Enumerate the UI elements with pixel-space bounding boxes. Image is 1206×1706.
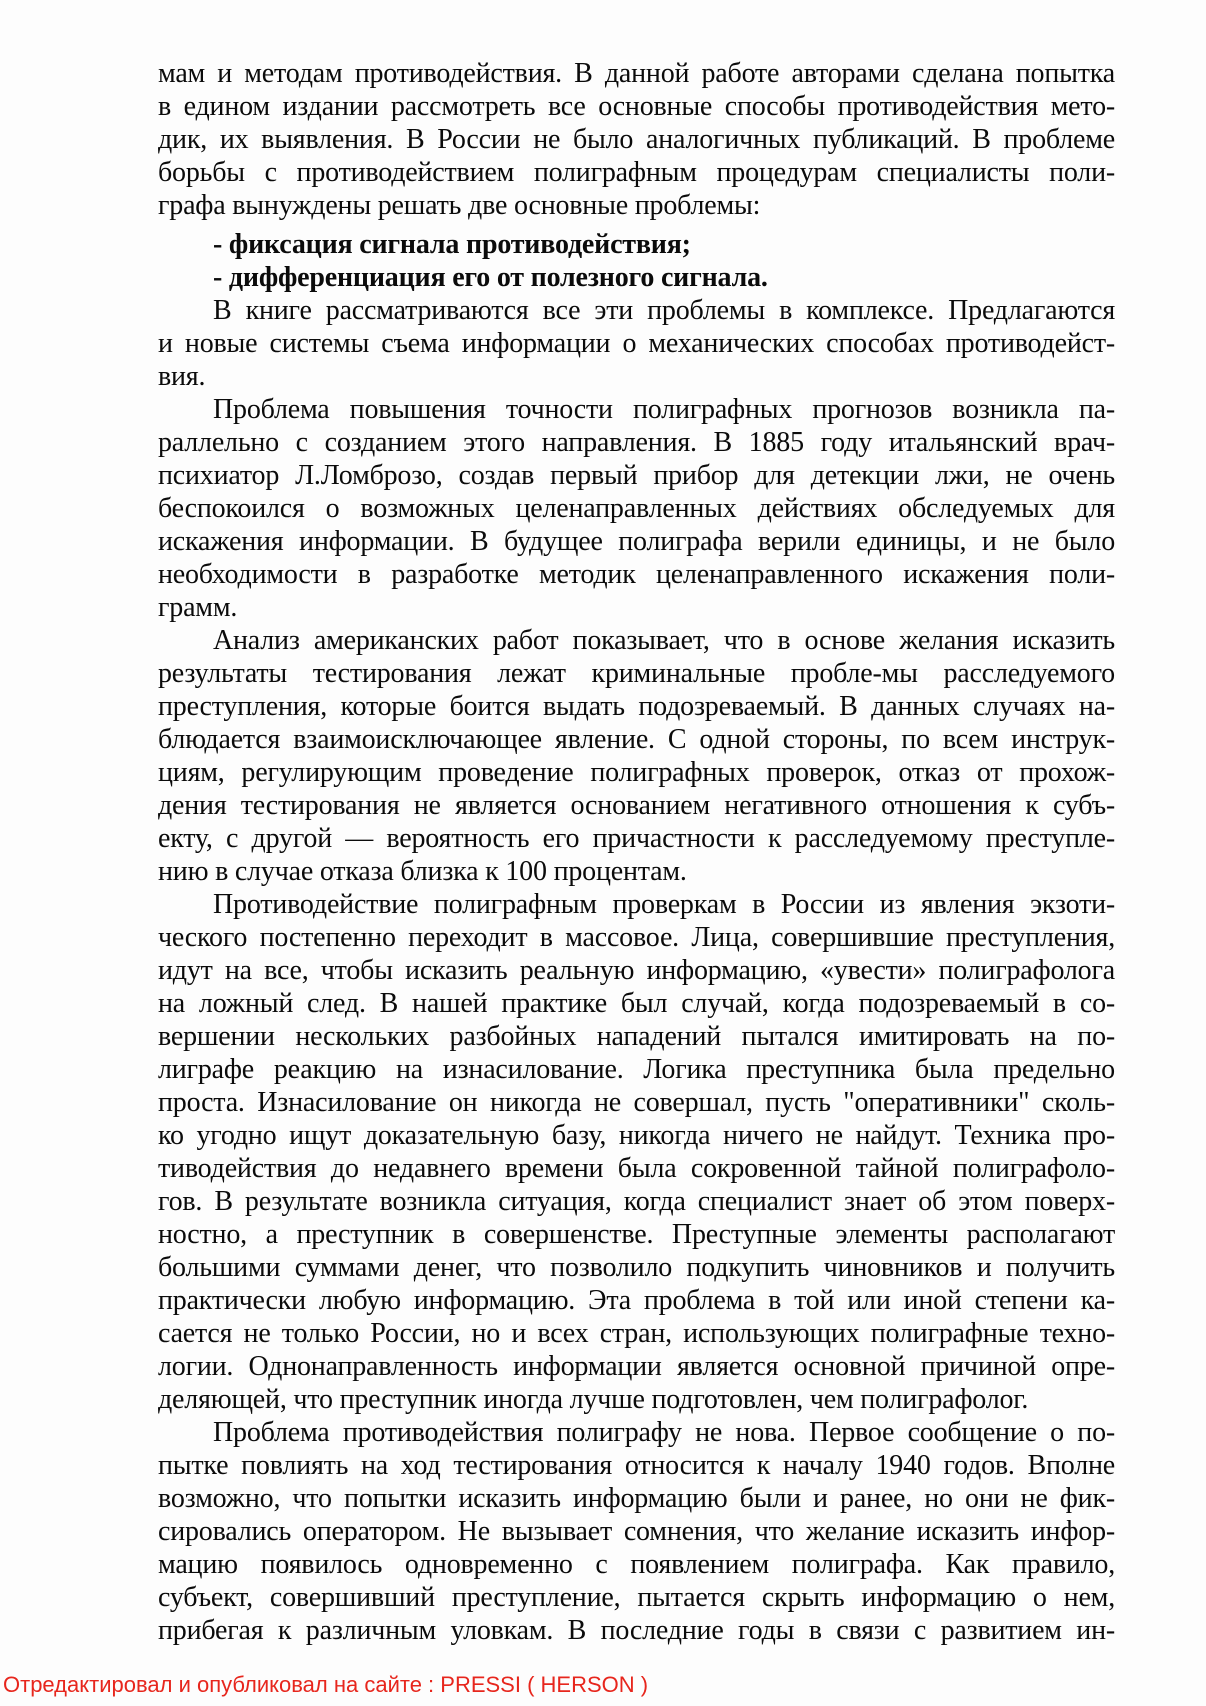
text-line: пытке повлиять на ход тестирования относится к началу 1940 годов. Вполне	[158, 1450, 1115, 1481]
text-line: ностно, а преступник в совершенстве. Преступные элементы располагают	[158, 1219, 1115, 1250]
text-line: Анализ американских работ показывает, что в основе желания исказить	[213, 625, 1115, 656]
text-line: сировались оператором. Не вызывает сомнения, что желание исказить инфор-	[158, 1516, 1115, 1547]
text-line: мам и методам противодействия. В данной работе авторами сделана попытка	[158, 58, 1115, 89]
text-line: мацию появилось одновременно с появлением полиграфа. Как правило,	[158, 1549, 1115, 1580]
text-line: гов. В результате возникла ситуация, когда специалист знает об этом поверх-	[158, 1186, 1115, 1217]
bullet-paragraph	[158, 261, 1115, 294]
text-line: блюдается взаимоисключающее явление. С одной стороны, по всем инструк-	[158, 724, 1115, 755]
text-line: циям, регулирующим проведение полиграфных проверок, отказ от прохож-	[158, 757, 1115, 788]
text-line: результаты тестирования лежат криминальные пробле-мы расследуемого	[158, 658, 1115, 689]
text-line: дения тестирования не является основанием негативного отношения к субъ-	[158, 790, 1115, 821]
text-line: сается не только России, но и всех стран, использующих полиграфные техно-	[158, 1318, 1115, 1349]
text-line: проста. Изнасилование он никогда не совершал, пусть "оперативники" сколь-	[158, 1087, 1115, 1118]
text-line: вия.	[158, 361, 206, 392]
text-line: и новые системы съема информации о механических способах противодейст-	[158, 328, 1115, 359]
paragraph	[158, 1416, 1115, 1647]
text-line: раллельно с созданием этого направления. В 1885 году итальянский врач-	[158, 427, 1115, 458]
paragraph	[158, 294, 1115, 393]
text-line: искажения информации. В будущее полиграфа верили единицы, и не было	[158, 526, 1115, 557]
paragraph	[158, 393, 1115, 624]
text-line: Проблема противодействия полиграфу не нова. Первое сообщение о по-	[213, 1417, 1115, 1448]
paragraph	[158, 624, 1115, 888]
text-line: В книге рассматриваются все эти проблемы в комплексе. Предлагаются	[213, 295, 1115, 326]
text-line: прибегая к различным уловкам. В последние годы в связи с развитием ин-	[158, 1615, 1115, 1646]
text-line: на ложный след. В нашей практике был случай, когда подозреваемый в со-	[158, 988, 1115, 1019]
text-line: дик, их выявления. В России не было аналогичных публикаций. В проблеме	[158, 124, 1115, 155]
paragraph	[158, 57, 1115, 222]
text-line: Противодействие полиграфным проверкам в России из явления экзоти-	[213, 889, 1115, 920]
text-line: логии. Однонаправленность информации является основной причиной опре-	[158, 1351, 1115, 1382]
text-line: графа вынуждены решать две основные проблемы:	[158, 190, 761, 221]
text-line: лиграфе реакцию на изнасилование. Логика преступника была предельно	[158, 1054, 1115, 1085]
text-line: субъект, совершивший преступление, пытается скрыть информацию о нем,	[158, 1582, 1115, 1613]
watermark-footer: Отредактировал и опубликовал на сайте : PRESSI ( HERSON )	[3, 1672, 649, 1697]
text-line: Проблема повышения точности полиграфных прогнозов возникла па-	[213, 394, 1115, 425]
text-line: вершении нескольких разбойных нападений пытался имитировать на по-	[158, 1021, 1115, 1052]
text-line: - дифференциация его от полезного сигнала.	[213, 262, 768, 293]
text-line: возможно, что попытки исказить информацию были и ранее, но они не фик-	[158, 1483, 1115, 1514]
text-line: практически любую информацию. Эта проблема в той или иной степени ка-	[158, 1285, 1115, 1316]
text-block	[158, 57, 1115, 1647]
text-line: борьбы с противодействием полиграфным процедурам специалисты поли-	[158, 157, 1115, 188]
text-line: психиатор Л.Ломброзо, создав первый прибор для детекции лжи, не очень	[158, 460, 1115, 491]
bullet-paragraph	[158, 228, 1115, 261]
text-line: ческого постепенно переходит в массовое. Лица, совершившие преступления,	[158, 922, 1115, 953]
text-line: ко угодно ищут доказательную базу, никогда ничего не найдут. Техника про-	[158, 1120, 1115, 1151]
text-line: тиводействия до недавнего времени была сокровенной тайной полиграфоло-	[158, 1153, 1115, 1184]
text-line: большими суммами денег, что позволило подкупить чиновников и получить	[158, 1252, 1115, 1283]
text-line: в едином издании рассмотреть все основные способы противодействия мето-	[158, 91, 1115, 122]
text-line: идут на все, чтобы исказить реальную информацию, «увести» полиграфолога	[158, 955, 1115, 986]
text-line: преступления, которые боится выдать подозреваемый. В данных случаях на-	[158, 691, 1115, 722]
text-line: необходимости в разработке методик целенаправленного искажения поли-	[158, 559, 1115, 590]
text-line: грамм.	[158, 592, 238, 623]
paragraph	[158, 888, 1115, 1416]
text-line: нию в случае отказа близка к 100 процентам.	[158, 856, 687, 887]
text-line: деляющей, что преступник иногда лучше подготовлен, чем полиграфолог.	[158, 1384, 1029, 1415]
text-line: екту, с другой — вероятность его причастности к расследуемому преступле-	[158, 823, 1115, 854]
text-line: - фиксация сигнала противодействия;	[213, 229, 691, 260]
text-line: беспокоился о возможных целенаправленных действиях обследуемых для	[158, 493, 1115, 524]
